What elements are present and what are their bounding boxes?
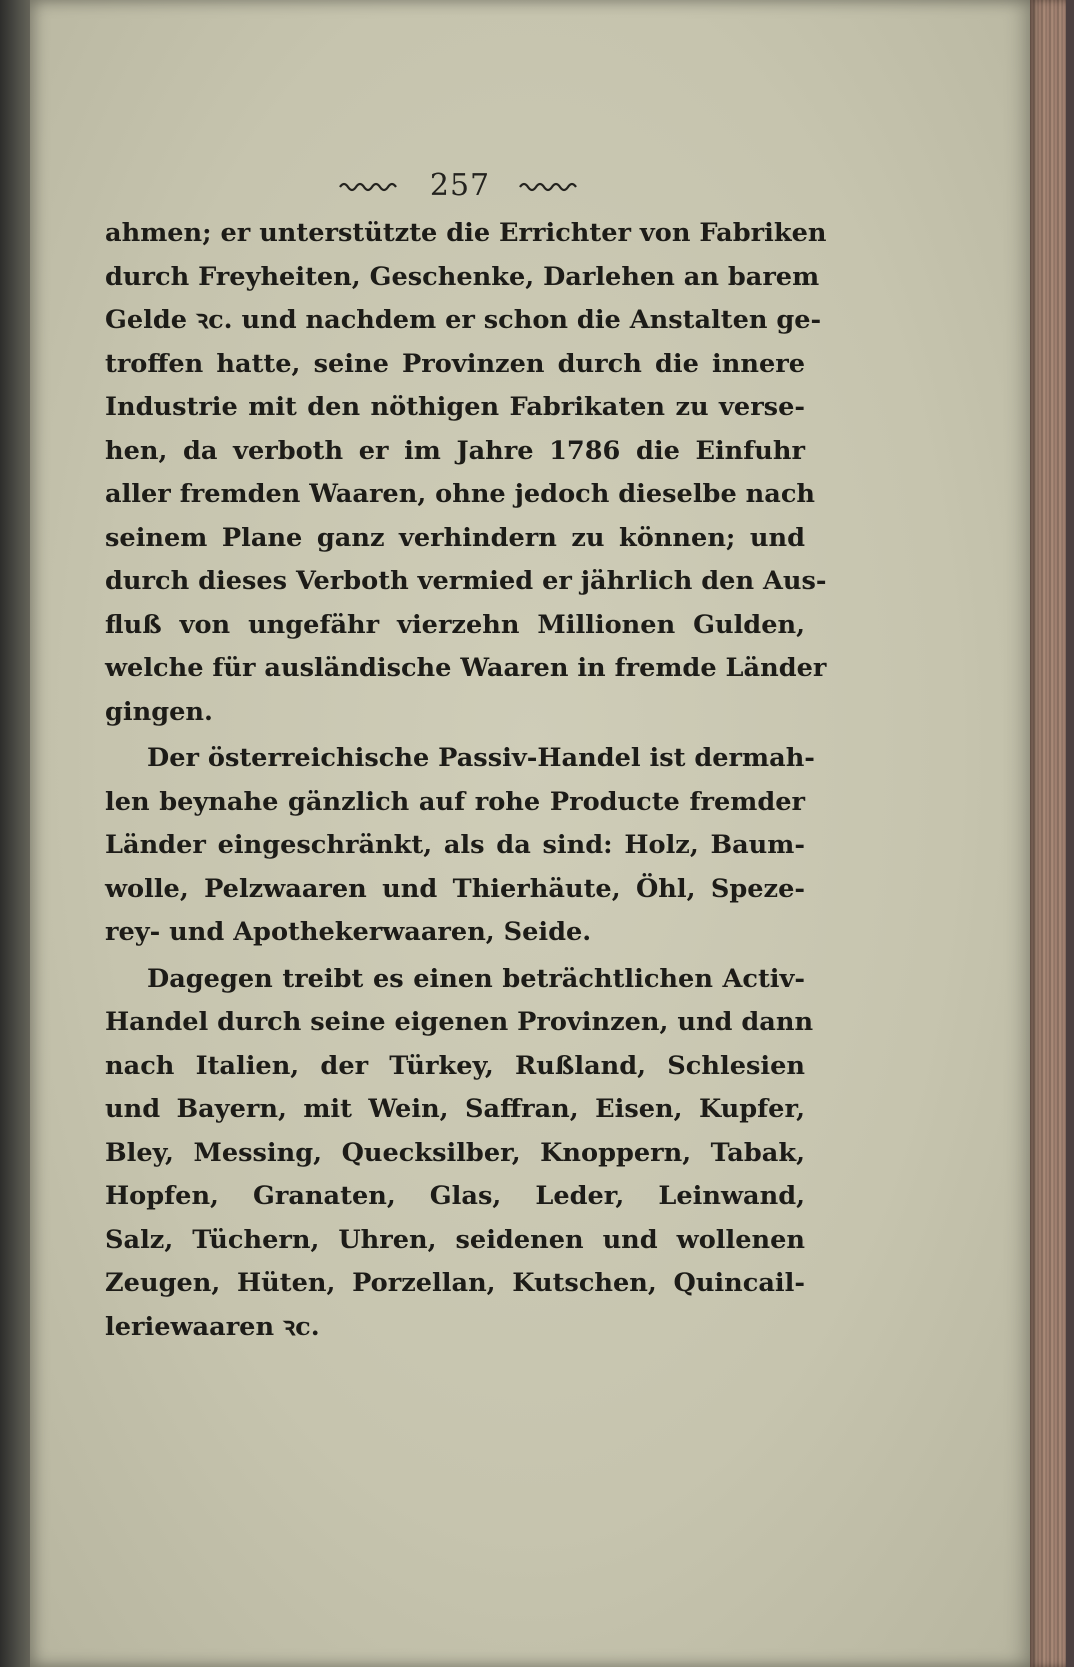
wavy-rule-icon: [518, 178, 582, 192]
text-line: Zeugen, Hüten, Porzellan, Kutschen, Quincail-: [105, 1268, 805, 1298]
text-line: wolle, Pelzwaaren und Thierhäute, Öhl, Speze-: [105, 873, 805, 904]
text-line: aller fremden Waaren, ohne jedoch dieselbe nach: [105, 479, 816, 509]
paragraph: [105, 212, 827, 734]
text-line: troffen hatte, seine Provinzen durch die innere: [105, 348, 805, 379]
paragraph: [105, 958, 814, 1350]
text-line: leriewaaren ꝛc.: [105, 1311, 320, 1342]
text-line: seinem Plane ganz verhindern zu können; und: [105, 522, 805, 553]
text-line: Handel durch seine eigenen Provinzen, und dann: [105, 1007, 814, 1037]
text-line: Industrie mit den nöthigen Fabrikaten zu verse-: [105, 392, 805, 422]
text-line: welche für ausländische Waaren in fremde Länder: [105, 653, 827, 683]
text-line: fluß von ungefähr vierzehn Millionen Gulden,: [105, 609, 805, 640]
text-line: durch Freyheiten, Geschenke, Darlehen an barem: [105, 261, 820, 292]
page-number: 257: [429, 167, 491, 203]
page-edges-stack: [1030, 0, 1074, 1667]
gutter-shadow: [0, 0, 34, 1667]
text-line: Der österreichische Passiv-Handel ist dermah-: [147, 743, 815, 773]
text-line: Dagegen treibt es einen beträchtlichen Activ-: [147, 963, 805, 994]
text-line: nach Italien, der Türkey, Rußland, Schlesien: [105, 1050, 805, 1081]
text-line: Bley, Messing, Quecksilber, Knoppern, Tabak,: [105, 1137, 805, 1168]
text-line: und Bayern, mit Wein, Saffran, Eisen, Kupfer,: [105, 1094, 805, 1124]
body-text: [105, 212, 827, 1349]
text-line: rey- und Apothekerwaaren, Seide.: [105, 917, 592, 947]
text-line: hen, da verboth er im Jahre 1786 die Einfuhr: [105, 435, 805, 466]
text-line: durch dieses Verboth vermied er jährlich den Aus-: [105, 566, 827, 596]
wavy-rule-icon: [338, 178, 402, 192]
paragraph: [105, 737, 815, 955]
text-line: len beynahe gänzlich auf rohe Producte fremder: [105, 786, 805, 817]
text-line: ahmen; er unterstützte die Errichter von Fabriken: [105, 218, 827, 248]
text-line: Hopfen, Granaten, Glas, Leder, Leinwand,: [105, 1181, 805, 1211]
running-header: [330, 165, 590, 205]
text-line: Salz, Tüchern, Uhren, seidenen und wollenen: [105, 1224, 805, 1255]
text-line: gingen.: [105, 696, 213, 727]
text-line: Gelde ꝛc. und nachdem er schon die Anstalten ge-: [105, 305, 822, 335]
text-line: Länder eingeschränkt, als da sind: Holz, Baum-: [105, 830, 805, 860]
